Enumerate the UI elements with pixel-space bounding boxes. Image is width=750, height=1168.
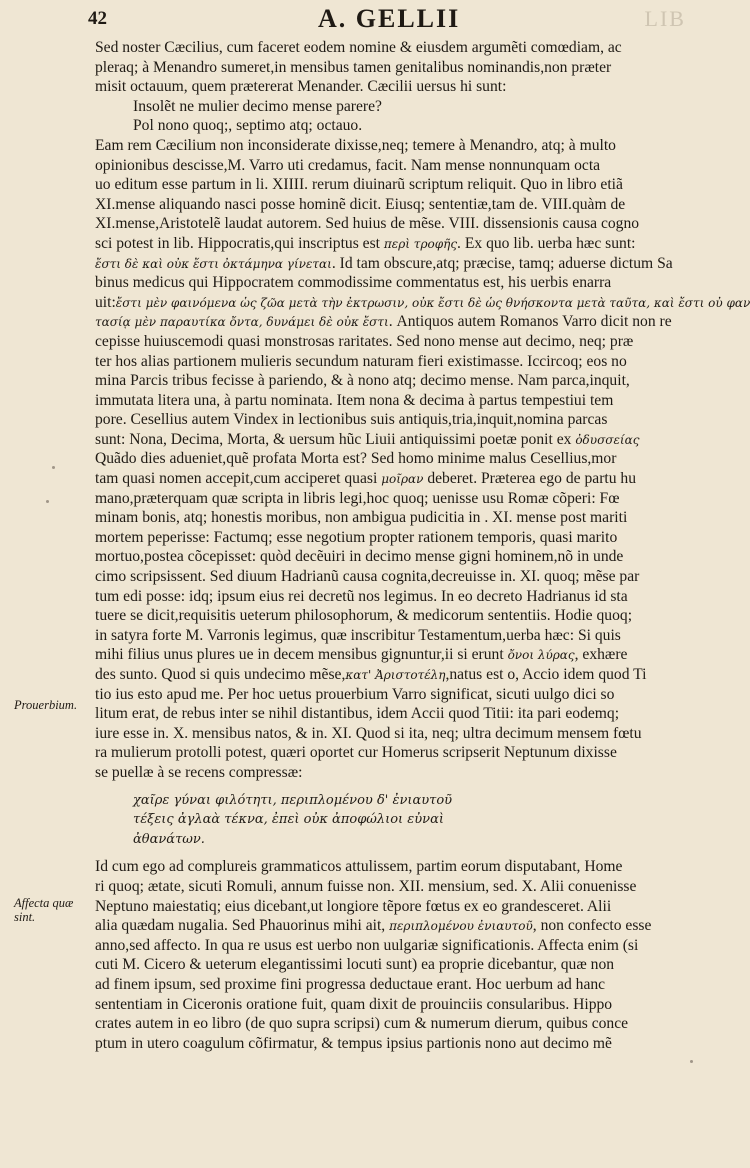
text-run: . Id tam obscure,atq; præcise, tamq; aduerse dictum Sa [331,254,673,272]
text-line [95,665,670,685]
text-line [95,293,750,313]
text-line: in satyra forte M. Varronis legimus, quæ inscribitur Testamentum,uerba hæc: Si quis [95,626,621,644]
text-line: minam bonis, atq; honestis moribus, non ambigua pudicitia in . XI. mense post mariti [95,509,628,527]
text-line: iure esse in. X. mensibus natos, & in. XI. Quod si ita, neq; ultra decimum mensem fœtu [95,724,642,742]
text-line: cepisse huiuscemodi quasi monstrosas raritates. Sed nono mense aut decimo, neq; præ [95,332,634,350]
text-line: Quãdo dies adueniet,quẽ profata Morta est? Sed homo minime malus Cesellius,mor [95,450,617,468]
running-head: A. GELLII [318,4,461,33]
text-line: sententiam in Ciceronis oratione fuit, quam dixit de prouinciis consularibus. Hippo [95,995,613,1013]
page-header [88,4,686,34]
text-run: deberet. Præterea ego de partu hu [427,470,637,488]
greek-text: ὄνοι λύρας [507,648,575,663]
greek-verse-line: χαῖρε γύναι φιλότητι, περιπλομένου δ' ἐνιαυτοῦ [133,792,453,808]
text-line: misit octauum, quem prætererat Menander. Cæcilii uersus hi sunt: [95,78,507,96]
text-line: immutata litera una, à partu nominata. Item nona & decima à partus tempestiui tem [95,391,614,409]
text-run: , exhære [574,646,628,664]
greek-text: περιπλομένου ἐνιαυτοῦ [389,919,533,934]
text-line: mortem peperisse: Factumq; esse negotium propter rationem temporis, quasi marito [95,528,618,546]
text-line: se puellæ à se recens compressæ: [95,763,303,781]
greek-text: μοῖραν [381,472,424,487]
text-line: cuti M. Cicero & ueterum elegantissimi locuti sunt) ea proprie dicebantur, quæ non [95,956,615,974]
margin-note-affecta-line: sint. [14,910,36,924]
text-line [95,234,670,254]
text-line: crates autem in eo libro (de quo supra scripsi) cum & numerum dierum, quibus conce [95,1015,629,1033]
text-run: ,natus est o, Accio idem quod Ti [445,666,647,683]
greek-text: ἔστι δὲ καὶ οὐκ ἔστι ὀκτάμηνα γίνεται [95,256,332,271]
text-line [95,645,670,665]
greek-verse-line: τέξεις ἀγλαὰ τέκνα, ἐπεὶ οὐκ ἀποφώλιοι εὐναὶ [133,812,444,828]
ink-speck [52,466,55,469]
text-run: . Antiquos autem Romanos Varro dicit non re [388,313,672,331]
text-line: mano,præterquam quæ scripta in libris legi,hoc quoq; uenisse usu Romæ cõperi: Fœ [95,489,620,507]
ink-speck [690,1060,693,1063]
text-line: Id cum ego ad complureis grammaticos attulissem, partim eorum disputabant, Home [95,858,623,876]
bleed-through-head: LIB [644,6,686,31]
text-line: binus medicus qui Hippocratem commodissime commentatus est, his uerbis enarra [95,274,612,292]
text-line: litum erat, de rebus inter se nihil distantibus, idem Accii quod Titii: ita pari eodemq; [95,705,620,723]
text-line: ptum in utero coagulum cõfirmatur, & tempus ipsius partionis nono aut decimo mẽ [95,1034,612,1052]
text-line: Eam rem Cæcilium non inconsiderate dixisse,neq; temere à Menandro, atq; à multo [95,136,616,154]
text-line [95,254,673,274]
text-line: uo editum esse partum in li. XIIII. rerum diuinarũ scriptum reliquit. Quo in libro etiã [95,176,623,194]
text-line: Sed noster Cæcilius, cum faceret eodem nomine & eiusdem argumẽti comœdiam, ac [95,39,622,56]
text-line: pore. Cesellius autem Vindex in lectionibus suis antiquis,tria,inquit,nomina parcas [95,411,608,429]
text-run: , non confecto esse [532,917,652,935]
margin-note-proverbium: Prouerbium. [14,698,78,712]
text-line: ri quoq; ætate, sicuti Romuli, annum fuisse non. XII. mensium, sed. X. Alii conuenisse [95,877,637,895]
text-line [95,312,670,332]
ink-speck [46,500,49,503]
text-line: mina Parcis tribus fecisse à pariendo, & à nono atq; decimo mense. Nam parca,inquit, [95,372,630,390]
verse-spacer [95,849,670,857]
text-line: tum edi posse: idq; ipsum eius rei decretũ nos legimus. In eo decreto Hadrianus id sta [95,587,628,605]
text-line [95,469,670,489]
text-run: alia quædam nugalia. Sed Phauorinus mihi ait, [95,917,386,935]
greek-text: ὀδυσσείας [575,432,640,447]
greek-text: τασίᾳ μὲν παραυτίκα ὄντα, δυνάμει δὲ οὐκ ἔστι [95,315,389,330]
verse-line: Pol nono quoq;, septimo atq; octauo. [133,117,363,135]
body-text [95,38,750,1053]
text-line [95,430,670,450]
text-line: XI.mense aliquando nasci posse hominẽ dicit. Eiusq; sententiæ,tam de. VIII.quàm de [95,195,626,213]
greek-text: ἔστι μὲν φαινόμενα ὡς ζῶα μετὰ τὴν ἐκτρωσιν, οὐκ ἔστι δὲ ὡς θνήσκοντα μετὰ ταῦτα, καὶ ἔστι οὐ φαν [115,295,750,310]
text-line: tio ius esto apud me. Per hoc uetus prouerbium Varro significat, sicuti uulgo dici so [95,685,615,703]
text-run: sunt: Nona, Decima, Morta, & uersum hũc Liuii antiquissimi poetæ ponit ex [95,430,572,448]
verse-line: Insolẽt ne mulier decimo mense parere? [133,97,382,115]
text-line: XI.mense,Aristotelẽ laudat autorem. Sed huius de mẽse. VIII. dissensionis causa cogno [95,215,640,233]
text-line: anno,sed affecto. In qua re usus est uerbo non uulgariæ significationis. Affecta enim (si [95,936,639,954]
text-line: opinionibus descisse,M. Varro uti credamus, facit. Nam mense nonnunquam octa [95,156,601,174]
text-line: pleraq; à Menandro sumeret,in mensibus tamen genitalibus nominandis,non præter [95,58,612,76]
greek-text: περὶ τροφῆς [383,236,458,251]
text-line: mortuo,postea cõcepisset: quòd decẽuiri in decimo mense gigni hominem,nõ in unde [95,548,624,566]
text-line: cimo scripsissent. Sed diuum Hadrianũ causa cognita,decreuisse in. XI. quoq; mẽse par [95,568,640,586]
margin-note-affecta-line: Affecta quæ [14,896,74,910]
text-run: . Ex quo lib. uerba hæc sunt: [457,234,636,252]
text-line: tuere se dicit,requisitis ueterum philosophorum, & medicorum sententiis. Hodie quoq; [95,607,633,625]
text-line: ter hos alias partionem mulieris secundum naturam fieri existimasse. Iccircoq; eos no [95,352,627,370]
text-run: tam quasi nomen accepit,cum acciperet quasi [95,470,378,488]
text-line [95,916,670,936]
verse-spacer [95,783,670,791]
text-run: des sunto. Quod si quis undecimo mẽse, [95,666,346,683]
page-number: 42 [88,8,107,29]
greek-text: κατ' Ἀριστοτέλη [345,668,446,682]
text-line: Neptuno maiestatiq; eius dicebant,ut longiore tẽpore fœtus ex eo grandesceret. Alii [95,897,612,915]
greek-verse-line: ἀθανάτων. [133,831,205,847]
margin-note-affecta [14,896,92,924]
text-run: uit: [95,293,116,311]
text-run: sci potest in lib. Hippocratis,qui inscriptus est [95,234,380,252]
text-line: ad finem ipsum, sed proxime fini progressa deductaue erant. Hoc uerbum ad hanc [95,975,606,993]
text-run: mihi filius unus plures ue in decem mensibus gignuntur,ii si erunt [95,646,504,664]
text-line: ra mulierum protolli potest, quæri oportet cur Homerus scripserit Neptunum dixisse [95,744,617,762]
